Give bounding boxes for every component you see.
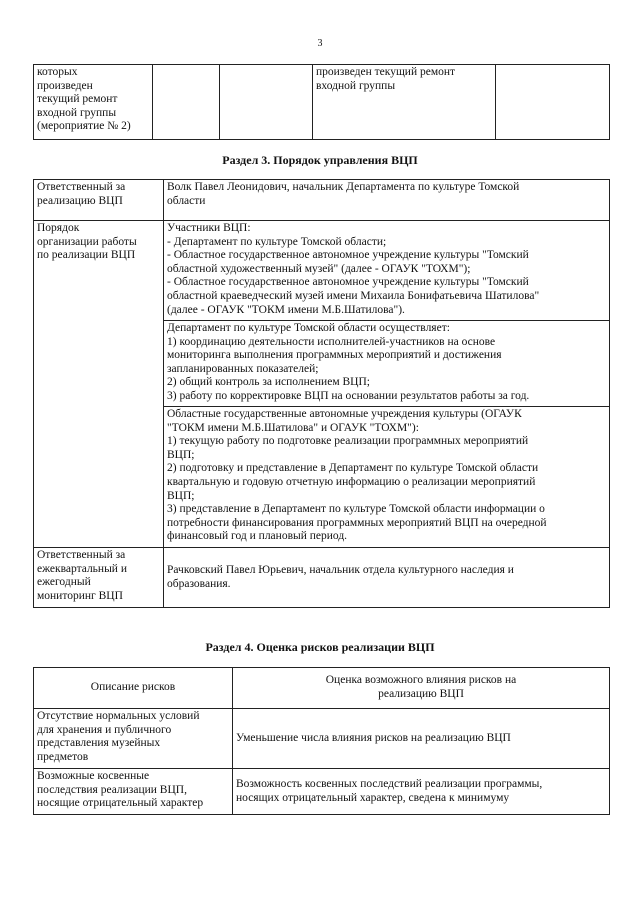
top-table-fragment [33,64,610,140]
page-number: 3 [317,38,323,49]
risk-table [33,667,610,815]
column-header: Описание рисков [34,668,233,709]
section-4-title: Раздел 4. Оценка рисков реализации ВЦП [205,640,435,654]
table-cell [220,65,313,140]
table-cell: которых произведен текущий ремонт входной группы (мероприятие № 2) [34,65,153,140]
institutions-duties-block: Областные государственные автономные учреждения культуры (ОГАУК "ТОКМ имени М.Б.Шатилова" и ОГАУК "ТОХМ"): 1) текущую работу по подготовке реализации программных мероприятий ВЦП; 2) подготовку и представление в Департамент по культуре Томской области квартальную и годовую отчетную информацию о реализации мероприятий ВЦП; 3) представление в Департамент по культуре Томской области информации о потребности финансирования программных мероприятий ВЦП на очередной финансовый год и плановый период. [164,407,610,548]
table-header-row [34,668,610,709]
row-label: Ответственный за ежеквартальный и ежегодный мониторинг ВЦП [34,548,164,608]
table-cell [496,65,610,140]
row-label: Ответственный за реализацию ВЦП [34,180,164,221]
table-row [34,769,610,815]
risk-description: Возможные косвенные последствия реализации ВЦП, носящие отрицательный характер [34,769,233,815]
table-row [34,180,610,221]
table-row [34,709,610,769]
row-value: Волк Павел Леонидович, начальник Департамента по культуре Томской области [164,180,610,221]
table-cell: произведен текущий ремонт входной группы [313,65,496,140]
department-duties-block: Департамент по культуре Томской области осуществляет: 1) координацию деятельности исполнителей-участников на основе мониторинга выполнения программных мероприятий и достижения запланированных показателей; 2) общий контроль за исполнением ВЦП; 3) работу по корректировке ВЦП на основании результатов работы за год. [164,321,610,407]
row-value: Рачковский Павел Юрьевич, начальник отдела культурного наследия и образования. [164,548,610,608]
participants-block: Участники ВЦП: - Департамент по культуре Томской области; - Областное государственное автономное учреждение культуры "Томский областной художественный музей" (далее - ОГАУК "ТОХМ"); - Областное государственное автономное учреждение культуры "Томский областной краеведческий музей имени Михаила Бонифатьевича Шатилова" (далее - ОГАУК "ТОКМ имени М.Б.Шатилова"). [164,221,610,321]
row-label: Порядок организации работы по реализации ВЦП [34,221,164,548]
section-3-title: Раздел 3. Порядок управления ВЦП [222,153,418,167]
table-cell [153,65,220,140]
table-row [34,548,610,608]
management-table [33,179,610,608]
table-row [34,221,610,321]
column-header: Оценка возможного влияния рисков на реализацию ВЦП [233,668,610,709]
risk-impact: Уменьшение числа влияния рисков на реализацию ВЦП [233,709,610,769]
risk-description: Отсутствие нормальных условий для хранения и публичного представления музейных предметов [34,709,233,769]
risk-impact: Возможность косвенных последствий реализации программы, носящих отрицательный характер, сведена к минимуму [233,769,610,815]
table-row [34,65,610,140]
